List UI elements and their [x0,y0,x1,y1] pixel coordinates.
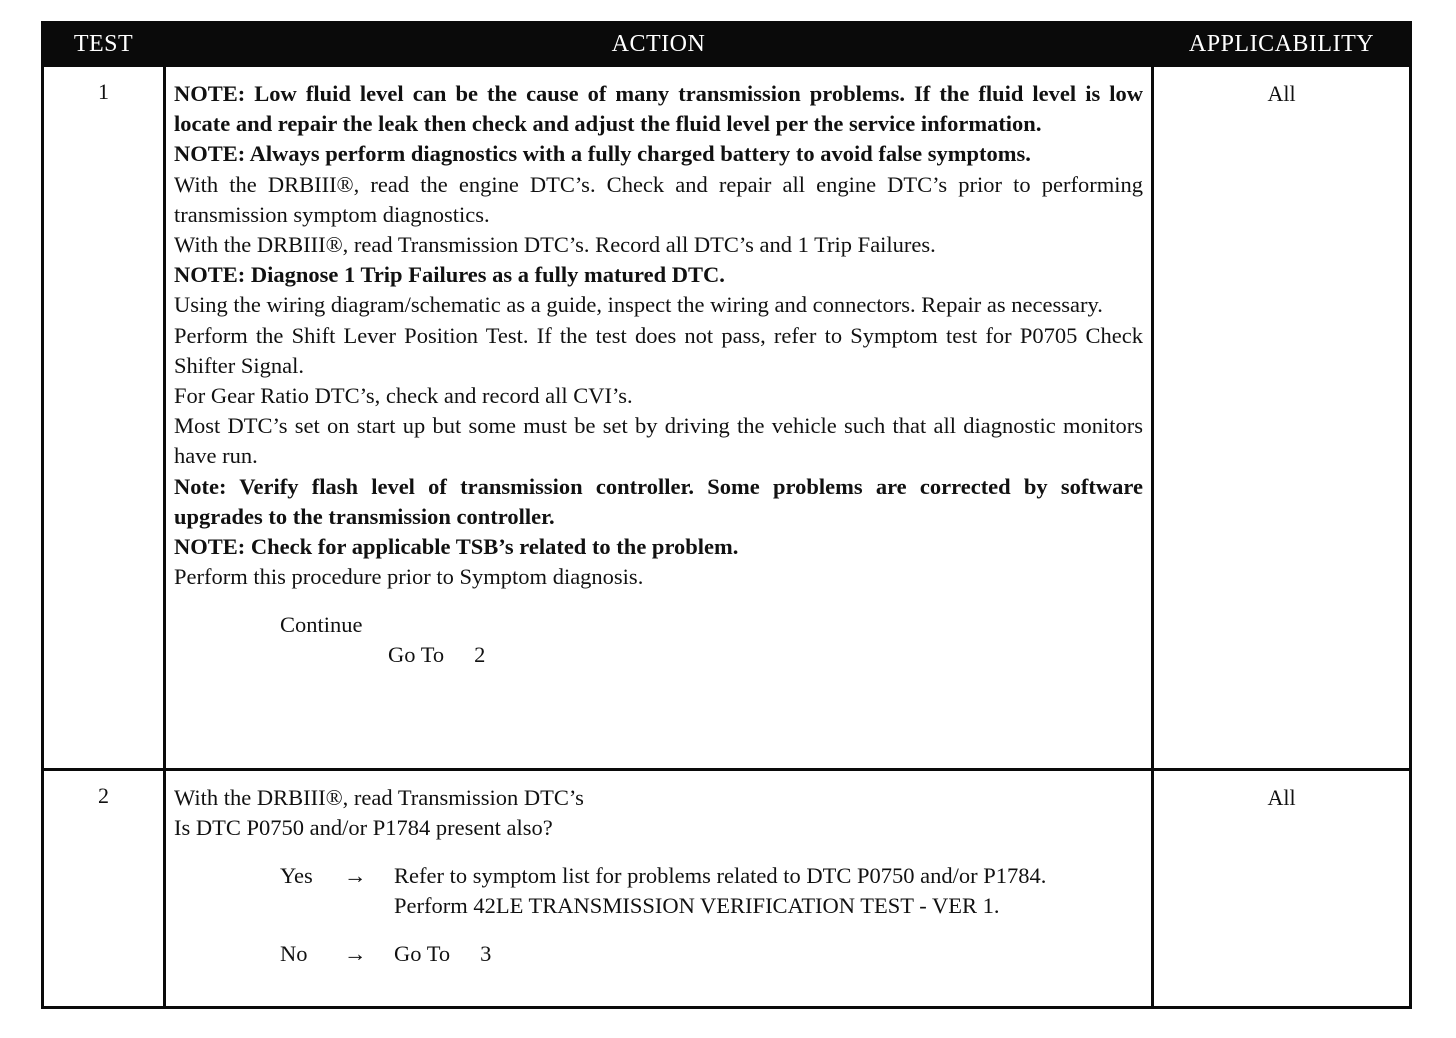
right-arrow-icon: → [344,863,367,889]
table-row [43,66,1411,770]
instruction-paragraph: For Gear Ratio DTC’s, check and record all CVI’s. [174,383,633,409]
continue-block [280,610,1143,670]
action-cell [165,770,1153,1008]
yes-instruction-text: Refer to symptom list for problems related to DTC P0750 and/or P1784. [394,863,1047,889]
instruction-paragraph: Using the wiring diagram/schematic as a guide, inspect the wiring and connectors. Repair as necessary. [174,292,1103,318]
yes-label: Yes [280,863,313,889]
applicability-value: All [1153,770,1411,1008]
action-cell [165,66,1153,770]
diagnostic-table [41,21,1412,1009]
no-label: No [280,941,308,967]
note-paragraph: Note: Verify flash level of transmission controller. Some problems are corrected by software upgrades to the transmission controller. [174,473,1143,529]
goto-label: Go To [388,642,445,668]
goto-label: Go To [394,941,451,967]
goto-target: 2 [474,642,486,668]
instruction-paragraph: With the DRBIII®, read Transmission DTC’s [174,785,584,810]
instruction-paragraph: With the DRBIII®, read Transmission DTC’s. Record all DTC’s and 1 Trip Failures. [174,232,936,258]
goto-target: 3 [480,941,492,967]
yes-instructions [394,861,1143,921]
instruction-paragraph: Most DTC’s set on start up but some must be set by driving the vehicle such that all diagnostic monitors have run. [174,413,1143,469]
test-number: 2 [43,770,165,1008]
instruction-paragraph: With the DRBIII®, read the engine DTC’s. Check and repair all engine DTC’s prior to performing transmission symptom diagnostics. [174,171,1143,227]
continue-label: Continue [280,612,363,638]
no-goto-line [394,939,1143,969]
no-answer [280,939,1143,969]
test-number: 1 [43,66,165,770]
yes-instruction-text: Perform 42LE TRANSMISSION VERIFICATION TEST - VER 1. [394,893,1000,919]
note-paragraph: NOTE: Diagnose 1 Trip Failures as a fully matured DTC. [174,262,725,288]
question-paragraph: Is DTC P0750 and/or P1784 present also? [174,815,553,841]
table-header-row [43,23,1411,66]
note-paragraph: NOTE: Low fluid level can be the cause of many transmission problems. If the fluid level is low locate and repair the leak then check and adjust the fluid level per the service information. [174,81,1143,137]
note-paragraph: NOTE: Always perform diagnostics with a fully charged battery to avoid false symptoms. [174,141,1031,167]
header-applicability: APPLICABILITY [1153,23,1411,66]
instruction-paragraph: Perform the Shift Lever Position Test. If the test does not pass, refer to Symptom test for P0705 Check Shifter Signal. [174,322,1143,378]
yes-answer [280,861,1143,921]
right-arrow-icon: → [344,941,367,967]
instruction-paragraph: Perform this procedure prior to Symptom diagnosis. [174,564,644,590]
header-action: ACTION [165,23,1153,66]
header-test: TEST [43,23,165,66]
table-row [43,770,1411,1008]
goto-line [388,640,1143,670]
applicability-value: All [1153,66,1411,770]
note-paragraph: NOTE: Check for applicable TSB’s related to the problem. [174,534,739,560]
